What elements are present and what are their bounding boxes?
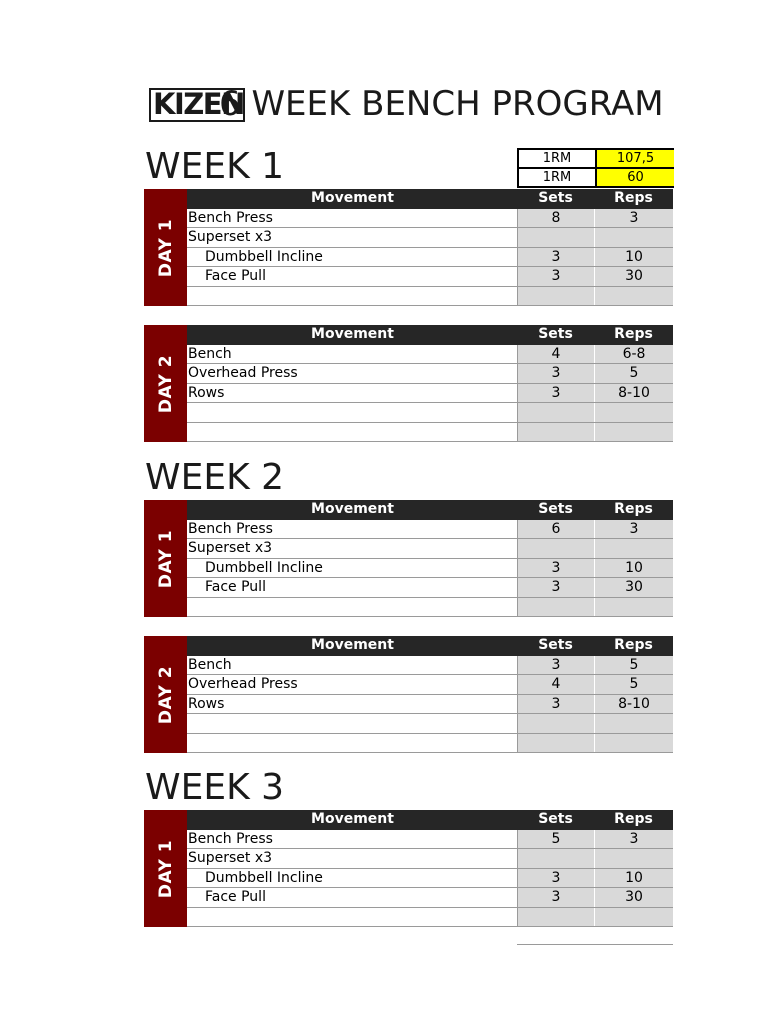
kizen-logo: KIZEN (149, 88, 245, 122)
reps-cell[interactable] (594, 714, 673, 733)
program-header (149, 84, 679, 128)
exercise-grid (187, 636, 673, 753)
day-label: DAY 2 (155, 354, 176, 413)
sets-cell[interactable] (517, 714, 594, 733)
table-row (187, 869, 673, 889)
reps-cell[interactable]: 5 (594, 656, 673, 675)
day-tab (144, 636, 187, 753)
reps-cell[interactable]: 5 (594, 675, 673, 694)
sets-column-header: Sets (517, 189, 594, 208)
table-row (187, 287, 673, 307)
reps-cell[interactable]: 10 (594, 559, 673, 578)
week-title: WEEK 1 (145, 146, 285, 187)
table-header-row (187, 500, 673, 520)
table-row (187, 888, 673, 908)
movement-column-header: Movement (187, 810, 517, 829)
sets-cell[interactable] (517, 734, 594, 753)
sets-cell[interactable]: 3 (517, 364, 594, 383)
sets-cell[interactable]: 4 (517, 675, 594, 694)
movement-cell[interactable]: Superset x3 (187, 849, 517, 868)
movement-cell[interactable] (187, 598, 517, 617)
reps-cell[interactable]: 30 (594, 267, 673, 286)
table-row (187, 267, 673, 287)
page-title: 6 WEEK BENCH PROGRAM (219, 84, 664, 124)
movement-cell[interactable] (187, 423, 517, 442)
reps-cell[interactable] (594, 539, 673, 558)
table-row (187, 908, 673, 928)
table-row (187, 578, 673, 598)
movement-column-header: Movement (187, 189, 517, 208)
one-rm-row (518, 149, 674, 168)
day-workout-table (144, 189, 673, 306)
sets-cell[interactable] (517, 908, 594, 927)
table-row (187, 364, 673, 384)
reps-cell[interactable]: 3 (594, 830, 673, 849)
movement-cell[interactable]: Dumbbell Incline (187, 559, 517, 578)
day-label: DAY 1 (155, 839, 176, 898)
reps-cell[interactable] (594, 849, 673, 868)
day-label: DAY 2 (155, 665, 176, 724)
day-workout-table (144, 500, 673, 617)
sets-cell[interactable] (517, 423, 594, 442)
one-rm-value-cell[interactable]: 60 (596, 168, 674, 187)
exercise-grid (187, 325, 673, 442)
reps-cell[interactable]: 8-10 (594, 384, 673, 403)
reps-cell[interactable]: 10 (594, 248, 673, 267)
reps-cell[interactable] (594, 228, 673, 247)
sets-cell[interactable] (517, 598, 594, 617)
reps-cell[interactable]: 3 (594, 520, 673, 539)
movement-column-header: Movement (187, 500, 517, 519)
movement-cell[interactable]: Bench Press (187, 830, 517, 849)
movement-cell[interactable] (187, 908, 517, 927)
reps-column-header: Reps (594, 189, 673, 208)
table-row (187, 423, 673, 443)
table-row (187, 656, 673, 676)
movement-cell[interactable]: Face Pull (187, 578, 517, 597)
sets-cell[interactable]: 3 (517, 888, 594, 907)
exercise-grid (187, 189, 673, 306)
day-label: DAY 1 (155, 529, 176, 588)
movement-cell[interactable]: Bench Press (187, 520, 517, 539)
movement-cell[interactable]: Dumbbell Incline (187, 248, 517, 267)
sets-cell[interactable]: 3 (517, 869, 594, 888)
sets-cell[interactable]: 3 (517, 656, 594, 675)
sets-cell[interactable]: 3 (517, 384, 594, 403)
day-tab (144, 810, 187, 927)
movement-cell[interactable]: Superset x3 (187, 539, 517, 558)
movement-cell[interactable]: Bench (187, 656, 517, 675)
one-rm-label: 1RM (518, 168, 596, 187)
reps-cell[interactable]: 6-8 (594, 345, 673, 364)
movement-cell[interactable]: Overhead Press (187, 364, 517, 383)
movement-cell[interactable] (187, 403, 517, 422)
one-rm-label: 1RM (518, 149, 596, 168)
week-title: WEEK 2 (145, 457, 285, 498)
sets-cell[interactable]: 4 (517, 345, 594, 364)
reps-column-header: Reps (594, 500, 673, 519)
movement-cell[interactable]: Dumbbell Incline (187, 869, 517, 888)
sets-cell[interactable] (517, 287, 594, 306)
reps-column-header: Reps (594, 636, 673, 655)
sets-cell[interactable]: 3 (517, 695, 594, 714)
one-rm-value-cell[interactable]: 107,5 (596, 149, 674, 168)
sets-cell[interactable] (517, 539, 594, 558)
reps-cell[interactable] (594, 423, 673, 442)
sets-cell[interactable] (517, 849, 594, 868)
day-tab (144, 500, 187, 617)
movement-cell[interactable]: Bench Press (187, 209, 517, 228)
reps-cell[interactable]: 30 (594, 578, 673, 597)
reps-column-header: Reps (594, 325, 673, 344)
movement-column-header: Movement (187, 636, 517, 655)
reps-cell[interactable] (594, 734, 673, 753)
exercise-grid (187, 810, 673, 927)
sets-cell[interactable] (517, 228, 594, 247)
table-row (187, 539, 673, 559)
movement-cell[interactable] (187, 714, 517, 733)
exercise-grid (187, 500, 673, 617)
movement-column-header: Movement (187, 325, 517, 344)
reps-cell[interactable] (594, 598, 673, 617)
table-header-row (187, 636, 673, 656)
day-tab (144, 325, 187, 442)
sets-column-header: Sets (517, 500, 594, 519)
reps-cell[interactable]: 3 (594, 209, 673, 228)
table-header-row (187, 810, 673, 830)
one-rm-row (518, 168, 674, 187)
table-row (187, 695, 673, 715)
reps-cell[interactable]: 30 (594, 888, 673, 907)
movement-cell[interactable]: Overhead Press (187, 675, 517, 694)
movement-cell[interactable]: Rows (187, 695, 517, 714)
table-row (187, 675, 673, 695)
table-row (187, 734, 673, 754)
table-row (187, 228, 673, 248)
reps-cell[interactable] (594, 287, 673, 306)
table-row (187, 209, 673, 229)
table-row (187, 714, 673, 734)
movement-cell[interactable]: Face Pull (187, 888, 517, 907)
table-row (187, 559, 673, 579)
sets-cell[interactable]: 3 (517, 578, 594, 597)
day-workout-table (144, 810, 673, 927)
table-header-row (187, 189, 673, 209)
week-title: WEEK 3 (145, 767, 285, 808)
sets-cell[interactable]: 8 (517, 209, 594, 228)
table-row (187, 598, 673, 618)
table-row (187, 520, 673, 540)
day-workout-table (144, 325, 673, 442)
reps-cell[interactable] (594, 403, 673, 422)
reps-cell[interactable]: 10 (594, 869, 673, 888)
table-row (187, 403, 673, 423)
movement-cell[interactable] (187, 734, 517, 753)
movement-cell[interactable] (187, 287, 517, 306)
table-row (187, 849, 673, 869)
movement-cell[interactable]: Face Pull (187, 267, 517, 286)
divider (517, 944, 673, 945)
table-row (187, 830, 673, 850)
day-workout-table (144, 636, 673, 753)
reps-cell[interactable]: 8-10 (594, 695, 673, 714)
table-row (187, 384, 673, 404)
sets-column-header: Sets (517, 636, 594, 655)
movement-cell[interactable]: Bench (187, 345, 517, 364)
reps-cell[interactable]: 5 (594, 364, 673, 383)
sets-column-header: Sets (517, 325, 594, 344)
sets-cell[interactable]: 3 (517, 248, 594, 267)
movement-cell[interactable]: Superset x3 (187, 228, 517, 247)
sets-cell[interactable]: 3 (517, 267, 594, 286)
sets-cell[interactable] (517, 403, 594, 422)
reps-column-header: Reps (594, 810, 673, 829)
table-row (187, 345, 673, 365)
movement-cell[interactable]: Rows (187, 384, 517, 403)
sets-cell[interactable]: 3 (517, 559, 594, 578)
table-row (187, 248, 673, 268)
day-tab (144, 189, 187, 306)
table-header-row (187, 325, 673, 345)
one-rm-table (517, 148, 674, 188)
sets-cell[interactable]: 5 (517, 830, 594, 849)
sets-cell[interactable]: 6 (517, 520, 594, 539)
sets-column-header: Sets (517, 810, 594, 829)
day-label: DAY 1 (155, 218, 176, 277)
reps-cell[interactable] (594, 908, 673, 927)
